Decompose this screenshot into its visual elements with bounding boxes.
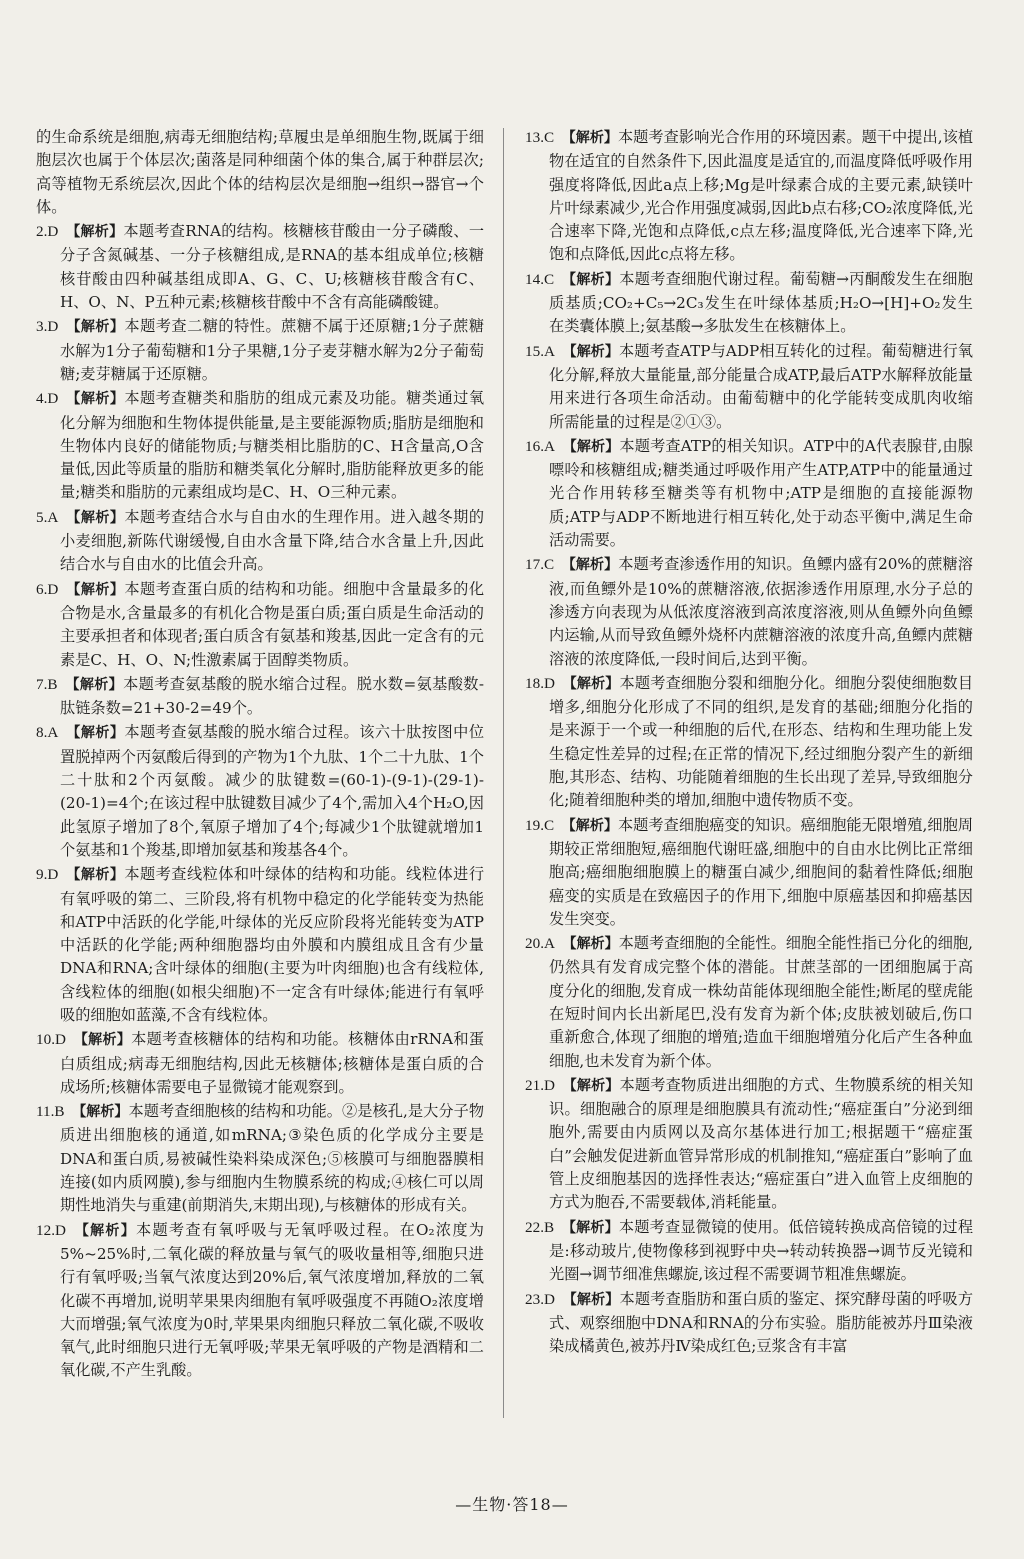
analysis-tag: 【解析】 bbox=[561, 1219, 619, 1236]
question-number: 8. bbox=[36, 724, 48, 742]
answer-choice: D bbox=[54, 1221, 66, 1239]
answer-text: 本题考查二糖的特性。蔗糖不属于还原糖;1分子蔗糖水解为1分子葡萄糖和1分子果糖,1分子麦芽糖水解为2分子葡萄糖;麦芽糖属于还原糖。 bbox=[60, 317, 485, 383]
analysis-tag: 【解析】 bbox=[562, 438, 620, 455]
right-column bbox=[525, 126, 973, 1359]
answer-choice: D bbox=[47, 580, 59, 598]
answer-text: 本题考查渗透作用的知识。鱼鳔内盛有20%的蔗糖溶液,而鱼鳔外是10%的蔗糖溶液,依据渗透作用原理,水分子总的渗透方向表现为从低浓度溶液到高浓度溶液,则从鱼鳔外向鱼鳔内运输,从而导致鱼鳔外烧杯内蔗糖溶液的浓度升高,鱼鳔内蔗糖溶液的浓度降低,一段时间后,达到平衡。 bbox=[549, 555, 973, 668]
answer-choice: D bbox=[543, 674, 555, 692]
answer-choice: D bbox=[47, 390, 59, 408]
analysis-tag: 【解析】 bbox=[65, 676, 124, 693]
answer-text: 本题考查氨基酸的脱水缩合过程。脱水数=氨基酸数-肽链条数=21+30-2=49个。 bbox=[60, 674, 485, 718]
answer-text: 本题考查影响光合作用的环境因素。题干中提出,该植物在适宜的自然条件下,因此温度是适宜的,而温度降低呼吸作用强度将降低,因此a点上移;Mg是叶绿素合成的主要元素,缺镁叶片叶绿素减少,光合作用强度减弱,因此b点右移;CO₂浓度降低,光合速率下降,光饱和点降低,c点左移;温度降低,光合速率下降,光饱和点降低,因此c点将左移。 bbox=[549, 128, 974, 264]
answer-entry bbox=[525, 435, 973, 552]
analysis-tag: 【解析】 bbox=[65, 581, 125, 598]
answer-entry bbox=[36, 721, 484, 862]
question-number: 11. bbox=[36, 1103, 55, 1121]
analysis-tag: 【解析】 bbox=[73, 1032, 132, 1049]
question-number: 14. bbox=[525, 270, 544, 288]
answer-choice: D bbox=[47, 223, 59, 241]
question-number: 15. bbox=[525, 342, 544, 360]
answer-text: 本题考查ATP与ADP相互转化的过程。葡萄糖进行氧化分解,释放大量能量,部分能量合成ATP,最后ATP水解释放能量用来进行各项生命活动。由葡萄糖中的化学能转变成肌肉收缩所需能量的过程是②①③。 bbox=[549, 341, 973, 431]
question-number: 3. bbox=[36, 318, 48, 336]
answer-entry bbox=[36, 578, 484, 672]
answer-choice: D bbox=[543, 1076, 555, 1094]
analysis-tag: 【解析】 bbox=[561, 557, 619, 574]
column-divider bbox=[503, 128, 504, 1418]
answer-text: 本题考查RNA的结构。核糖核苷酸由一分子磷酸、一分子含氮碱基、一分子核糖组成,是RNA的基本组成单位;核糖核苷酸由四种碱基组成即A、G、C、U;核糖核苷酸含有C、H、O、N、P五种元素;核糖核苷酸中不含有高能磷酸键。 bbox=[60, 222, 485, 312]
answer-choice: C bbox=[543, 270, 555, 288]
answer-entry bbox=[36, 673, 484, 721]
answer-choice: D bbox=[543, 1290, 555, 1308]
question-number: 2. bbox=[36, 223, 48, 241]
analysis-tag: 【解析】 bbox=[65, 867, 125, 884]
question-number: 6. bbox=[36, 580, 48, 598]
analysis-tag: 【解析】 bbox=[561, 130, 618, 146]
answer-text: 本题考查糖类和脂肪的组成元素及功能。糖类通过氧化分解为细胞和生物体提供能量,是主要能源物质;脂肪是细胞和生物体内良好的储能物质;与糖类相比脂肪的C、H含量高,O含量低,因此等质量的脂肪和糖类氧化分解时,脂肪能释放更多的能量;糖类和脂肪的元素组成均是C、H、O三种元素。 bbox=[60, 389, 485, 502]
question-number: 7. bbox=[36, 675, 48, 693]
answer-entry bbox=[525, 1216, 973, 1287]
answer-entry bbox=[36, 315, 484, 386]
answer-choice: D bbox=[54, 1031, 66, 1049]
answer-choice: D bbox=[47, 318, 59, 336]
analysis-tag: 【解析】 bbox=[65, 319, 125, 336]
answer-text: 本题考查物质进出细胞的方式、生物膜系统的相关知识。细胞融合的原理是细胞膜具有流动性;“癌症蛋白”分泌到细胞外,需要由内质网以及高尔基体进行加工;根据题干“癌症蛋白”会触发促进新血管异常形成的机制推知,“癌症蛋白”影响了血管上皮细胞基因的选择性表达;“癌症蛋白”进入血管上皮细胞的方式为胞吞,不需要载体,消耗能量。 bbox=[549, 1075, 974, 1212]
analysis-tag: 【解析】 bbox=[65, 391, 125, 408]
answer-entry bbox=[525, 932, 973, 1073]
answer-text: 本题考查显微镜的使用。低倍镜转换成高倍镜的过程是:移动玻片,使物像移到视野中央→转动转换器→调节反光镜和光圈→调节细准焦螺旋,该过程不需要调节粗准焦螺旋。 bbox=[549, 1217, 974, 1284]
analysis-tag: 【解析】 bbox=[562, 675, 620, 692]
answer-choice: C bbox=[543, 816, 555, 834]
analysis-tag: 【解析】 bbox=[73, 1222, 136, 1239]
question-number: 21. bbox=[525, 1076, 544, 1094]
answer-choice: A bbox=[543, 342, 555, 360]
question-number: 23. bbox=[525, 1290, 544, 1308]
question-number: 18. bbox=[525, 674, 544, 692]
answer-text: 的生命系统是细胞,病毒无细胞结构;草履虫是单细胞生物,既属于细胞层次也属于个体层次;菌落是同种细菌个体的集合,属于种群层次;高等植物无系统层次,因此个体的结构层次是细胞→组织→器官→个体。 bbox=[36, 128, 484, 216]
question-number: 13. bbox=[525, 129, 544, 146]
analysis-tag: 【解析】 bbox=[65, 725, 125, 742]
question-number: 22. bbox=[525, 1218, 544, 1236]
answer-text: 本题考查结合水与自由水的生理作用。进入越冬期的小麦细胞,新陈代谢缓慢,自由水含量下降,结合水含量上升,因此结合水与自由水的比值会升高。 bbox=[60, 507, 485, 574]
answer-text: 本题考查ATP的相关知识。ATP中的A代表腺苷,由腺嘌呤和核糖组成;糖类通过呼吸作用产生ATP,ATP中的能量通过光合作用转移至糖类等有机物中;ATP是细胞的直接能源物质;ATP与ADP不断地进行相互转化,处于动态平衡中,满足生命活动需要。 bbox=[549, 436, 973, 550]
answer-entry bbox=[525, 672, 973, 813]
question-number: 17. bbox=[525, 556, 544, 574]
left-column bbox=[36, 126, 484, 1384]
answer-text: 本题考查细胞的全能性。细胞全能性指已分化的细胞,仍然具有发育成完整个体的潜能。甘蔗茎部的一团细胞属于高度分化的细胞,发育成一株幼苗能体现细胞全能性;断尾的壁虎能在短时间内长出新尾巴,没有发育为新个体;皮肤被划破后,伤口重新愈合,体现了细胞的增殖;造血干细胞增殖分化后产生各种血细胞,也未发育为新个体。 bbox=[549, 934, 974, 1070]
question-number: 19. bbox=[525, 816, 544, 834]
answer-entry bbox=[36, 126, 484, 219]
analysis-tag: 【解析】 bbox=[562, 1291, 620, 1308]
answer-choice: A bbox=[543, 437, 555, 455]
answer-entry bbox=[525, 126, 973, 267]
answer-text: 本题考查细胞核的结构和功能。②是核孔,是大分子物质进出细胞核的通道,如mRNA;③染色质的化学成分主要是DNA和蛋白质,易被碱性染料染成深色;⑤核膜可与细胞器膜相连接(如内质网膜),参与细胞内生物膜系统的构成;④核仁可以周期性地消失与重建(前期消失,末期出现),与核糖体的形成有关。 bbox=[60, 1102, 485, 1215]
answer-text: 本题考查细胞代谢过程。葡萄糖→丙酮酸发生在细胞质基质;CO₂+C₅→2C₃发生在叶绿体基质;H₂O→[H]+O₂发生在类囊体膜上;氨基酸→多肽发生在核糖体上。 bbox=[549, 269, 973, 336]
analysis-tag: 【解析】 bbox=[562, 1077, 620, 1094]
analysis-tag: 【解析】 bbox=[562, 343, 619, 360]
answer-text: 本题考查核糖体的结构和功能。核糖体由rRNA和蛋白质组成;病毒无细胞结构,因此无核糖体;核糖体是蛋白质的合成场所;核糖体需要电子显微镜才能观察到。 bbox=[60, 1030, 485, 1096]
answer-entry bbox=[36, 1100, 484, 1217]
answer-choice: B bbox=[543, 1218, 555, 1236]
question-number: 20. bbox=[525, 935, 544, 953]
answer-choice: D bbox=[47, 866, 59, 884]
answer-entry bbox=[525, 553, 973, 670]
answer-choice: A bbox=[47, 508, 59, 526]
answer-choice: B bbox=[47, 675, 58, 693]
answer-entry bbox=[525, 814, 973, 931]
answer-entry bbox=[36, 863, 484, 1027]
analysis-tag: 【解析】 bbox=[65, 509, 125, 526]
question-number: 5. bbox=[36, 508, 48, 526]
answer-choice: A bbox=[47, 724, 59, 742]
answer-entry bbox=[36, 1219, 484, 1383]
analysis-tag: 【解析】 bbox=[561, 271, 620, 288]
question-number: 12. bbox=[36, 1221, 55, 1239]
answer-entry bbox=[36, 220, 484, 314]
answer-text: 本题考查脂肪和蛋白质的鉴定、探究酵母菌的呼吸方式、观察细胞中DNA和RNA的分布实验。脂肪能被苏丹Ⅲ染液染成橘黄色,被苏丹Ⅳ染成红色;豆浆含有丰富 bbox=[549, 1289, 974, 1356]
analysis-tag: 【解析】 bbox=[72, 1104, 129, 1121]
question-number: 10. bbox=[36, 1031, 55, 1049]
question-number: 4. bbox=[36, 390, 48, 408]
answer-choice: C bbox=[543, 129, 555, 146]
answer-entry bbox=[525, 268, 973, 339]
answer-choice: C bbox=[543, 556, 555, 574]
question-number: 16. bbox=[525, 437, 544, 455]
answer-entry bbox=[525, 340, 973, 434]
answer-text: 本题考查细胞分裂和细胞分化。细胞分裂使细胞数目增多,细胞分化形成了不同的组织,是发育的基础;细胞分化指的是来源于一个或一种细胞的后代,在形态、结构和生理功能上发生稳定性差异的过程;在正常的情况下,经过细胞分裂产生的新细胞,其形态、结构、功能随着细胞的生长出现了差异,导致细胞分化;随着细胞种类的增加,细胞中遗传物质不变。 bbox=[549, 673, 974, 810]
answer-entry bbox=[36, 1028, 484, 1099]
answer-choice: A bbox=[543, 935, 555, 953]
answer-entry bbox=[36, 506, 484, 577]
answer-text: 本题考查蛋白质的结构和功能。细胞中含量最多的化合物是水,含量最多的有机化合物是蛋白质;蛋白质是生命活动的主要承担者和体现者;蛋白质含有氨基和羧基,因此一定含有的元素是C、H、O、N;性激素属于固醇类物质。 bbox=[60, 579, 485, 669]
answer-text: 本题考查氨基酸的脱水缩合过程。该六十肽按图中位置脱掉两个丙氨酸后得到的产物为1个九肽、1个二十九肽、1个二十肽和2个丙氨酸。减少的肽键数=(60-1)-(9-1)-(29-1)-(20-1)=4个;在该过程中肽键数目减少了4个,需加入4个H₂O,因此氢原子增加了8个,氧原子增加了4个;每减少1个肽键就增加1个氨基和1个羧基,即增加氨基和羧基各4个。 bbox=[60, 723, 485, 859]
page-footer: —生物·答18— bbox=[455, 1495, 569, 1514]
answer-text: 本题考查细胞癌变的知识。癌细胞能无限增殖,细胞周期较正常细胞短,癌细胞代谢旺盛,细胞中的自由水比例比正常细胞高;癌细胞细胞膜上的糖蛋白减少,细胞间的黏着性降低;细胞癌变的实质是在致癌因子的作用下,细胞中原癌基因和抑癌基因发生突变。 bbox=[549, 815, 974, 928]
analysis-tag: 【解析】 bbox=[561, 817, 618, 834]
analysis-tag: 【解析】 bbox=[562, 936, 619, 953]
analysis-tag: 【解析】 bbox=[65, 224, 124, 241]
answer-text: 本题考查有氧呼吸与无氧呼吸过程。在O₂浓度为5%~25%时,二氧化碳的释放量与氧气的吸收量相等,细胞只进行有氧呼吸;当氧气浓度达到20%后,氧气浓度增加,释放的二氧化碳不再增加,说明苹果果肉细胞有氧呼吸强度不再随O₂浓度增大而增强;氧气浓度为0时,苹果果肉细胞只释放二氧化碳,不吸收氧气,此时细胞只进行无氧呼吸;苹果无氧呼吸的产物是酒精和二氧化碳,不产生乳酸。 bbox=[60, 1220, 484, 1380]
answer-text: 本题考查线粒体和叶绿体的结构和功能。线粒体进行有氧呼吸的第二、三阶段,将有机物中稳定的化学能转变为热能和ATP中活跃的化学能,叶绿体的光反应阶段将光能转变为ATP中活跃的化学能;两种细胞器均由外膜和内膜组成且含有少量DNA和RNA;含叶绿体的细胞(主要为叶肉细胞)也含有线粒体,含线粒体的细胞(如根尖细胞)不一定含有叶绿体;能进行有氧呼吸的细胞如蓝藻,不含有线粒体。 bbox=[60, 865, 485, 1024]
answer-entry bbox=[525, 1074, 973, 1215]
question-number: 9. bbox=[36, 866, 48, 884]
answer-entry bbox=[525, 1288, 973, 1359]
answer-entry bbox=[36, 387, 484, 504]
answer-choice: B bbox=[54, 1103, 65, 1121]
